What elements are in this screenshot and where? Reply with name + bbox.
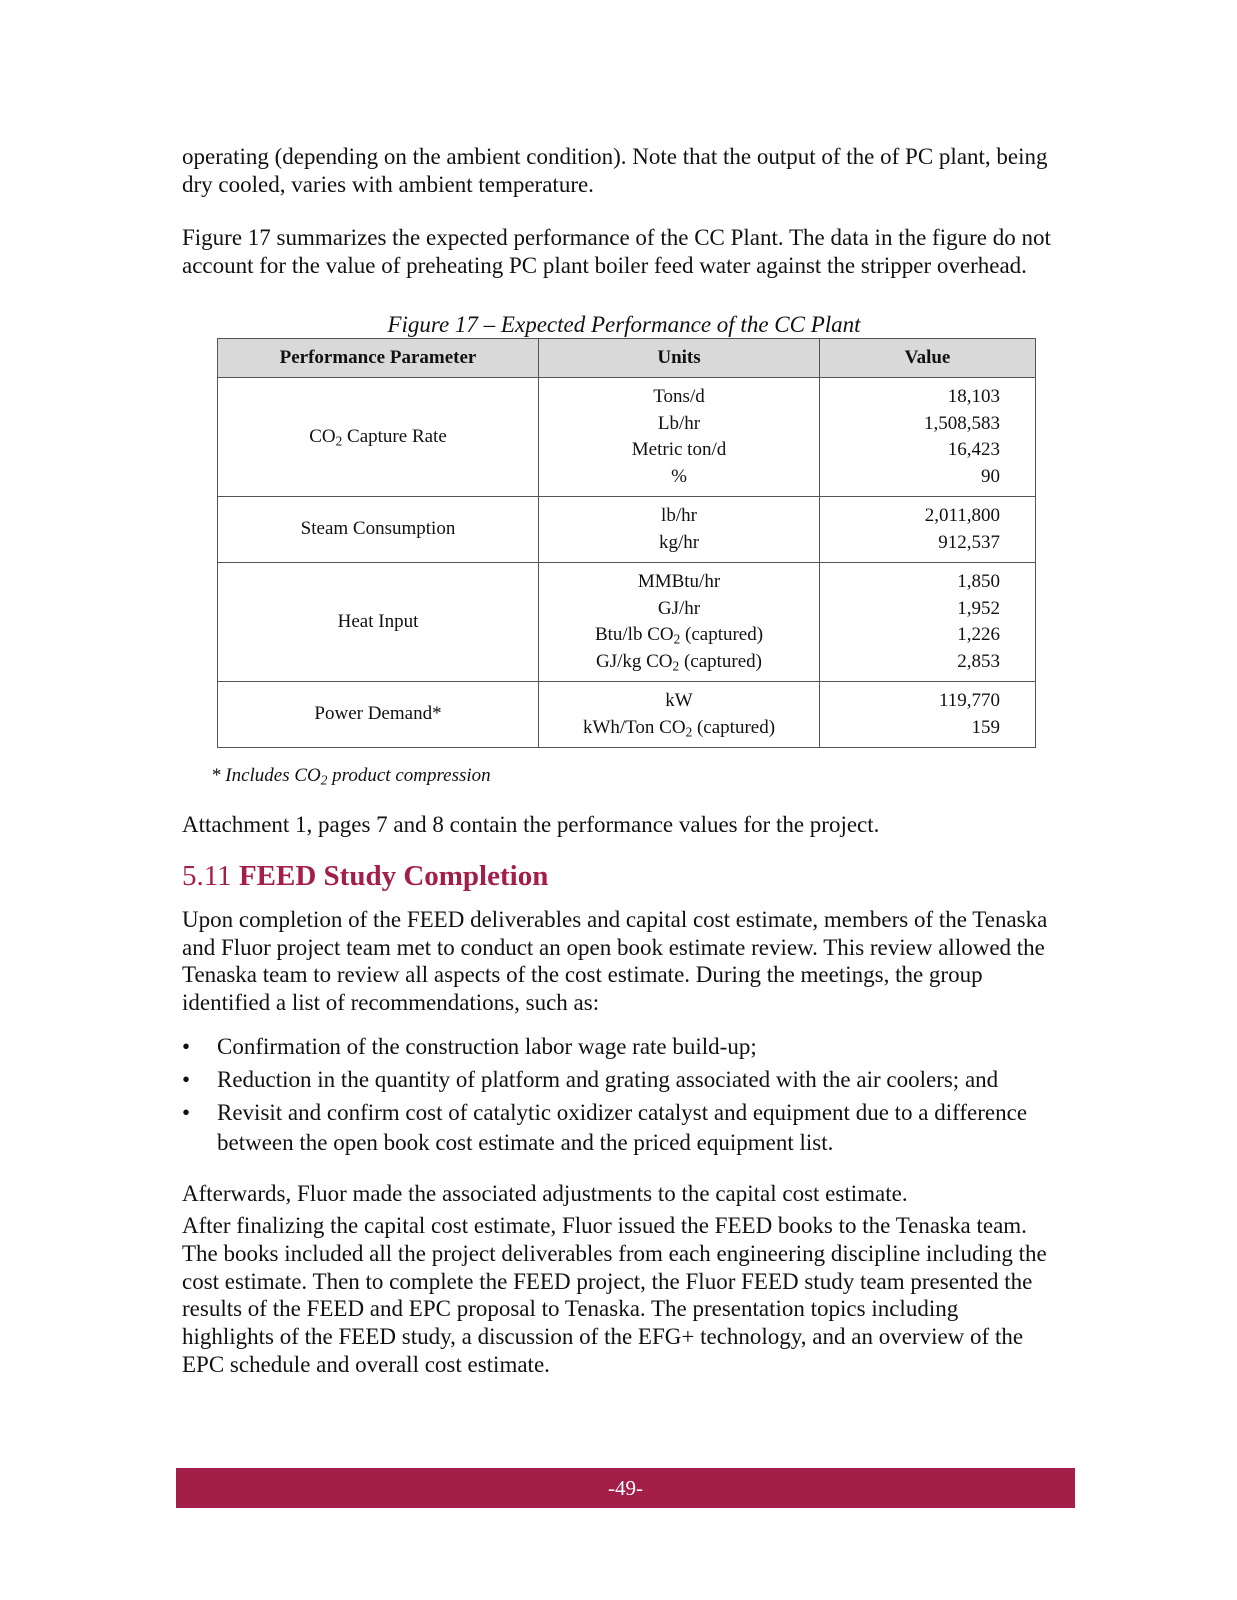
recommendation-list <box>182 1032 1052 1161</box>
unit-cell: kW <box>665 690 693 711</box>
unit-cell: % <box>671 465 687 487</box>
performance-table <box>217 338 1036 748</box>
unit-cell: MMBtu/hr <box>637 571 721 592</box>
value-cell: 18,103 <box>947 386 1000 407</box>
value-cell: 1,226 <box>957 624 1000 645</box>
list-item <box>182 1065 1052 1095</box>
footer-bar <box>176 1468 1075 1508</box>
values-power-demand <box>820 682 1036 748</box>
value-cell: 1,508,583 <box>924 412 1000 434</box>
table-row-capture-rate <box>218 378 1036 497</box>
unit-cell: Tons/d <box>653 386 705 407</box>
header-units: Units <box>539 339 820 378</box>
param-power-demand: Power Demand* <box>218 682 539 748</box>
value-cell: 1,952 <box>957 597 1000 619</box>
section-title: FEED Study Completion <box>238 860 549 892</box>
value-cell: 912,537 <box>938 531 1000 553</box>
header-parameter: Performance Parameter <box>218 339 539 378</box>
param-heat-input: Heat Input <box>218 563 539 682</box>
unit-cell: kg/hr <box>658 531 700 553</box>
value-cell: 16,423 <box>947 439 1000 460</box>
completion-paragraph: Upon completion of the FEED deliverables and capital cost estimate, members of the Tenaska and Fluor project team met to conduct an open book estimate review. This review allowed the Tenaska team to review all aspects of the cost estimate. During the meetings, the group identified a list of recommendations, such as: <box>182 907 1048 1015</box>
unit-cell: Lb/hr <box>657 412 701 434</box>
unit-cell: GJ/kg $CO_2$ (captured) <box>595 650 762 673</box>
list-item-text: Confirmation of the construction labor wage rate build-up; <box>217 1034 757 1059</box>
afterwards-paragraph: Afterwards, Fluor made the associated adjustments to the capital cost estimate. <box>182 1181 908 1206</box>
list-item <box>182 1098 1052 1158</box>
table-header-row <box>218 339 1036 378</box>
attachment-paragraph: Attachment 1, pages 7 and 8 contain the performance values for the project. <box>182 812 880 837</box>
value-cell: 2,853 <box>957 650 1000 672</box>
unit-cell: kWh/Ton $CO_2$ (captured) <box>582 716 776 739</box>
header-value: Value <box>820 339 1036 378</box>
unit-cell: Btu/lb $CO_2$ (captured) <box>594 624 764 647</box>
value-cell: 90 <box>981 465 1000 487</box>
param-steam-consumption: Steam Consumption <box>218 497 539 563</box>
units-power-demand <box>539 682 820 748</box>
figure-caption: Figure 17 – Expected Performance of the CC Plant <box>387 312 861 337</box>
values-capture-rate <box>820 378 1036 497</box>
values-heat-input <box>820 563 1036 682</box>
units-steam-consumption <box>539 497 820 563</box>
values-steam-consumption <box>820 497 1036 563</box>
param-capture-rate: $CO_2$ Capture Rate <box>218 378 539 497</box>
bullet-icon: • <box>182 1067 191 1092</box>
list-item-text: Revisit and confirm cost of catalytic oxidizer catalyst and equipment due to a difference between the open book cost estimate and the priced equipment list. <box>217 1100 1028 1155</box>
bullet-icon: • <box>182 1100 191 1125</box>
unit-cell: lb/hr <box>661 505 697 526</box>
value-cell: 1,850 <box>957 571 1000 592</box>
table-row-steam-consumption <box>218 497 1036 563</box>
units-heat-input <box>539 563 820 682</box>
page-number: -49- <box>608 1476 643 1500</box>
value-cell: 2,011,800 <box>924 505 1000 526</box>
value-cell: 119,770 <box>938 690 1000 711</box>
figure-intro-paragraph: Figure 17 summarizes the expected performance of the CC Plant. The data in the figure do not account for the value of preheating PC plant boiler feed water against the stripper overhead. <box>182 225 1051 278</box>
intro-paragraph: operating (depending on the ambient condition). Note that the output of the of PC plant, being dry cooled, varies with ambient temperature. <box>182 144 1048 197</box>
units-capture-rate <box>539 378 820 497</box>
section-heading <box>182 860 548 893</box>
table-row-heat-input <box>218 563 1036 682</box>
unit-cell: GJ/hr <box>657 597 701 619</box>
list-item <box>182 1032 1052 1062</box>
list-item-text: Reduction in the quantity of platform and grating associated with the air coolers; and <box>217 1067 999 1092</box>
final-paragraph: After finalizing the capital cost estimate, Fluor issued the FEED books to the Tenaska team. The books included all the project deliverables from each engineering discipline including the cost estimate. Then to complete the FEED project, the Fluor FEED study team presented the results of the FEED and EPC proposal to Tenaska. The presentation topics including highlights of the FEED study, a discussion of the EFG+ technology, and an overview of the EPC schedule and overall cost estimate. <box>182 1213 1047 1377</box>
bullet-icon: • <box>182 1034 191 1059</box>
table-row-power-demand <box>218 682 1036 748</box>
unit-cell: Metric ton/d <box>631 439 727 460</box>
value-cell: 159 <box>971 716 1000 738</box>
table-footnote: * Includes $CO_2$ product compression <box>211 765 491 788</box>
section-number: 5.11 <box>182 860 232 892</box>
